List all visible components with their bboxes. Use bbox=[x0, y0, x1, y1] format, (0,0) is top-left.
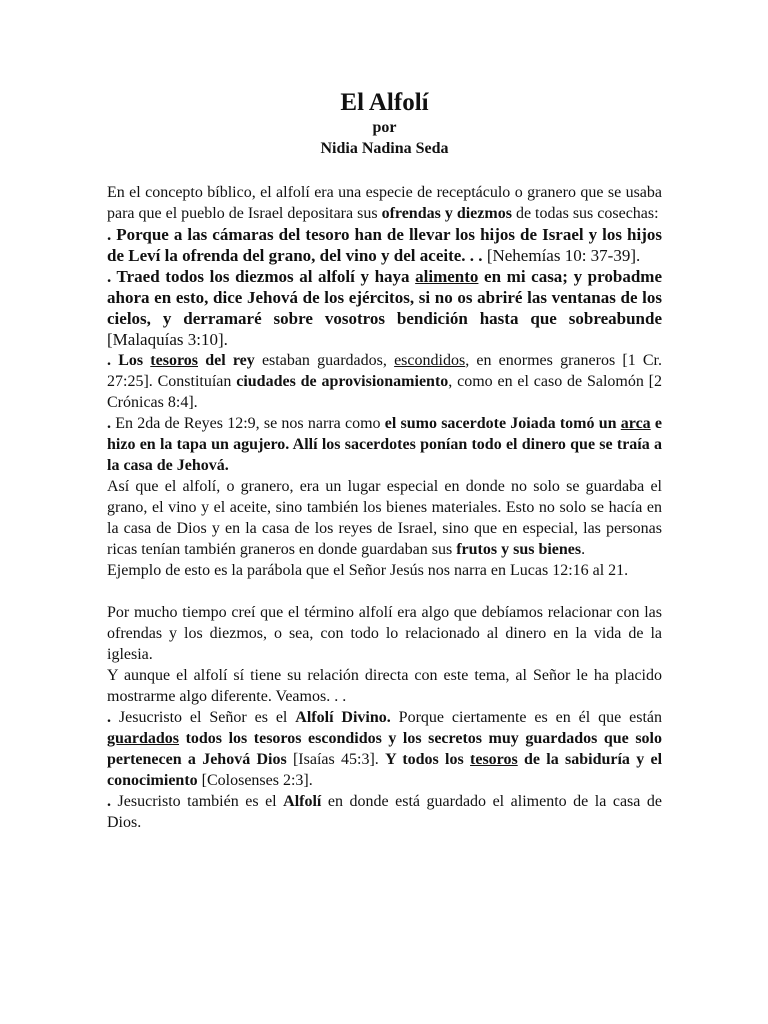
document-title: El Alfolí bbox=[340, 89, 429, 116]
paragraph-spacer bbox=[107, 581, 662, 602]
text-run: frutos y sus bienes bbox=[456, 541, 582, 558]
paragraph-p9 bbox=[107, 665, 662, 707]
paragraph-p7 bbox=[107, 560, 662, 581]
byline: por bbox=[372, 119, 397, 136]
paragraph-p8 bbox=[107, 602, 662, 665]
text-run: En 2da de Reyes 12:9, se nos narra como bbox=[115, 415, 385, 432]
text-run: Por mucho tiempo creí que el término alfolí era algo que debíamos relacionar con las ofrendas y los diezmos, o sea, con todo lo relacionado al dinero en la vida de la iglesia. bbox=[107, 604, 662, 663]
text-run: Y aunque el alfolí sí tiene su relación directa con este tema, al Señor le ha placido mostrarme algo diferente. Veamos. . . bbox=[107, 667, 662, 705]
text-run: Y todos los bbox=[385, 751, 471, 768]
text-run: . Los bbox=[107, 352, 151, 369]
text-run: en donde está guardado el alimento de la casa de Dios. bbox=[107, 793, 663, 831]
text-run: ofrendas y diezmos bbox=[381, 205, 512, 222]
text-run: tesoros bbox=[470, 751, 518, 768]
text-run: todos los tesoros escondidos y los secretos muy guardados que solo pertenecen a Jehová Dios bbox=[107, 730, 662, 768]
text-run: [Malaquías 3:10]. bbox=[107, 330, 228, 349]
paragraph-p1 bbox=[107, 182, 662, 224]
document-page bbox=[107, 88, 662, 833]
text-run: . Traed todos los diezmos al alfolí y haya bbox=[107, 267, 416, 286]
text-run: en mi casa; y probadme ahora en esto, dice Jehová de los ejércitos, si no os abriré las ventanas de los cielos, y derramaré sobre vosotros bendición hasta que sobreabunde bbox=[107, 267, 662, 328]
paragraph-p5 bbox=[107, 413, 662, 476]
text-run: guardados bbox=[107, 730, 180, 747]
text-run: arca bbox=[620, 415, 651, 432]
document-body bbox=[107, 182, 662, 833]
text-run: de la sabiduría y el conocimiento bbox=[107, 751, 663, 789]
text-run: Alfolí bbox=[283, 793, 322, 810]
text-run: alimento bbox=[415, 267, 479, 286]
text-run: . Porque a las cámaras del tesoro han de llevar los hijos de Israel y los hijos de Leví la ofrenda del grano, del vino y del aceite. . . bbox=[107, 225, 662, 265]
text-run: Así que el alfolí, o granero, era un lugar especial en donde no solo se guardaba el grano, el vino y el aceite, sino también los bienes materiales. Esto no solo se hacía en la casa de Dios y en la casa de los reyes de Israel, sino que en especial, las personas ricas tenían también graneros en donde guardaban sus bbox=[107, 478, 662, 558]
paragraph-p2 bbox=[107, 224, 662, 266]
text-run: . bbox=[581, 541, 586, 558]
author-name: Nidia Nadina Seda bbox=[320, 140, 449, 157]
text-run: , como en el caso de Salomón [2 Crónicas 8:4]. bbox=[107, 373, 663, 411]
text-run: Jesucristo el Señor es el bbox=[118, 709, 296, 726]
text-run: Jesucristo también es el bbox=[117, 793, 284, 810]
paragraph-p11 bbox=[107, 791, 662, 833]
text-run: del rey bbox=[198, 352, 255, 369]
text-run: , en enormes graneros [1 Cr. 27:25]. Constituían bbox=[107, 352, 662, 390]
text-run: [Nehemías 10: 37-39]. bbox=[482, 246, 641, 265]
paragraph-p3 bbox=[107, 266, 662, 350]
text-run: . bbox=[107, 415, 116, 432]
text-run: ciudades de aprovisionamiento bbox=[236, 373, 449, 390]
text-run: En el concepto bíblico, el alfolí era una especie de receptáculo o granero que se usaba para que el pueblo de Israel depositara sus bbox=[107, 184, 662, 222]
paragraph-p4 bbox=[107, 350, 662, 413]
text-run: [Colosenses 2:3]. bbox=[197, 772, 313, 789]
text-run: . bbox=[107, 709, 119, 726]
text-run: . bbox=[107, 793, 118, 810]
text-run: tesoros bbox=[150, 352, 198, 369]
text-run: Ejemplo de esto es la parábola que el Señor Jesús nos narra en Lucas 12:16 al 21. bbox=[107, 562, 629, 579]
paragraph-p10 bbox=[107, 707, 662, 791]
paragraph-p6 bbox=[107, 476, 662, 560]
text-run: estaban guardados, bbox=[254, 352, 395, 369]
text-run: e hizo en la tapa un agujero. Allí los sacerdotes ponían todo el dinero que se traía a la casa de Jehová. bbox=[107, 415, 663, 474]
text-run: Alfolí Divino. bbox=[295, 709, 391, 726]
text-run: el sumo sacerdote Joiada tomó un bbox=[384, 415, 621, 432]
text-run: Porque ciertamente es en él que están bbox=[390, 709, 663, 726]
text-run: escondidos bbox=[394, 352, 466, 369]
text-run: [Isaías 45:3]. bbox=[286, 751, 386, 768]
text-run: de todas sus cosechas: bbox=[511, 205, 659, 222]
